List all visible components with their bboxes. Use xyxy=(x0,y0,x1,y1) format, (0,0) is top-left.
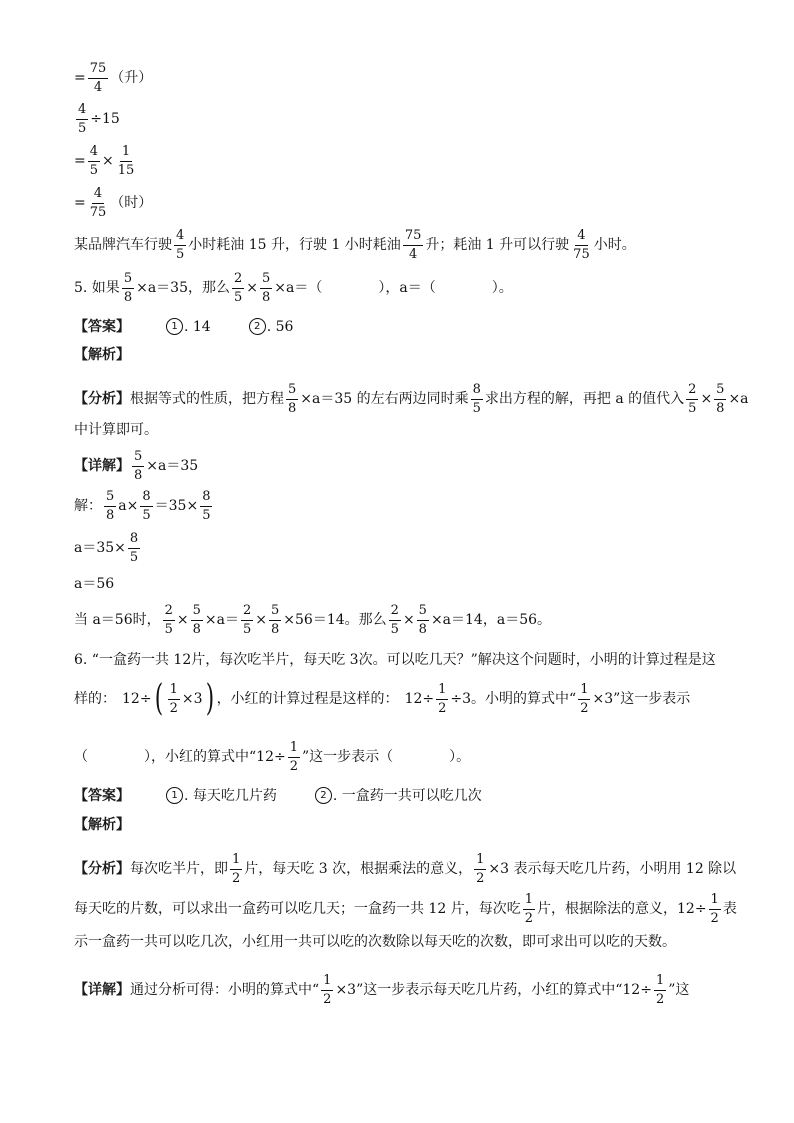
q6-detail xyxy=(74,974,689,1006)
fraction: $\frac{1}{2}$ xyxy=(169,682,178,716)
text: ×a＝35 xyxy=(146,458,199,475)
text: ，小红的计算过程是这样的： xyxy=(216,691,399,708)
fraction: $\frac{8}{5}$ xyxy=(129,531,139,565)
detail-tag: 【详解】 xyxy=(74,458,130,475)
expression-text: 12÷ xyxy=(122,691,152,708)
parenthesized-expression xyxy=(152,678,217,719)
circled-number: 1 xyxy=(166,318,183,335)
fraction: $\frac{4}{5}$ xyxy=(89,144,99,178)
right-paren: ) xyxy=(205,678,214,719)
question-6-line1 xyxy=(74,653,716,667)
fraction: $\frac{1}{15}$ xyxy=(117,144,135,178)
fraction: $\frac{4}{75}$ xyxy=(89,186,107,220)
text: 5. 如果 xyxy=(74,280,120,297)
equals-sign: = xyxy=(74,153,86,170)
answer-text: . 每天吃几片药 xyxy=(184,787,277,804)
text: ×a＝（ ），a＝（ ）。 xyxy=(274,280,513,297)
analysis-tag: 【分析】 xyxy=(74,391,130,408)
fraction: $\frac{1}{2}$ xyxy=(710,892,719,926)
fraction: $\frac{5}{8}$ xyxy=(134,449,143,483)
text: 求出方程的解，再把 a 的值代入 xyxy=(484,391,685,408)
text: ×a＝ xyxy=(204,612,239,629)
operator: × xyxy=(255,612,268,629)
text: ×a＝35 的左右两边同时乘 xyxy=(300,391,469,408)
equals-sign: = xyxy=(74,70,86,87)
text: ×3 表示每天吃几片药，小明用 12 除以 xyxy=(488,861,737,878)
fraction: 1 2 xyxy=(524,892,533,926)
fraction: 5 8 xyxy=(106,489,115,523)
q5-analysis-label xyxy=(74,348,130,362)
text: 片，每天吃 3 次，根据乘法的意义， xyxy=(244,861,473,878)
text: 某品牌汽车行驶 xyxy=(74,237,172,254)
text: 样的： xyxy=(74,691,116,708)
operator: × xyxy=(246,280,259,297)
analysis-label: 【解析】 xyxy=(74,817,130,833)
fraction: $\frac{8}{5}$ xyxy=(202,489,211,523)
expression-text: ÷3 xyxy=(450,691,472,708)
operator: × xyxy=(700,391,713,408)
expression-text: 12÷ xyxy=(404,691,435,708)
text: ×a xyxy=(728,391,749,408)
text: （ ），小红的算式中“ xyxy=(74,749,257,766)
unit-text: （升） xyxy=(110,70,153,87)
fraction: $\frac{2}{5}$ xyxy=(234,271,243,305)
fraction: 75 4 xyxy=(404,228,422,262)
detail-tag: 【详解】 xyxy=(74,982,130,999)
text: 6. “一盒药一共 12片，每次吃半片，每天吃 3次。可以吃几天？”解决这个问题时，小明的计算过程是这 xyxy=(74,652,716,668)
q5-verify xyxy=(74,604,551,636)
text: 通过分析可得：小明的算式中“ xyxy=(130,982,320,999)
expression-text: ÷15 xyxy=(90,111,120,128)
fraction: $\frac{1}{2}$ xyxy=(323,973,332,1007)
fraction: 4 75 xyxy=(573,228,590,262)
text: 小时耗油 15 升，行驶 1 小时耗油 xyxy=(188,237,401,254)
expression-text: ×3 xyxy=(181,691,203,708)
q6-analysis-line2 xyxy=(74,893,737,925)
answer-text: . 56 xyxy=(266,318,294,335)
answer-text: . 14 xyxy=(184,318,211,335)
text: a＝56 xyxy=(74,576,115,592)
text: 示一盒药一共可以吃几次，小红用一共可以吃的次数除以每天吃的次数，即可求出可以吃的天数。 xyxy=(74,934,676,950)
answer-text: . 一盒药一共可以吃几次 xyxy=(332,787,482,804)
calc-row-4 xyxy=(74,187,152,219)
text: ”这 xyxy=(668,982,690,999)
fraction: $\frac{1}{2}$ xyxy=(289,740,298,774)
fraction: $\frac{8}{5}$ xyxy=(142,489,151,523)
analysis-label: 【解析】 xyxy=(74,347,130,363)
fraction: $\frac{2}{5}$ xyxy=(164,603,173,637)
fraction: 4 5 xyxy=(176,228,185,262)
calc-row-2 xyxy=(74,103,120,135)
text: 当 a＝56时， xyxy=(74,612,161,629)
analysis-tag: 【分析】 xyxy=(74,861,130,878)
calc-row-3 xyxy=(74,145,138,177)
equals-sign: = xyxy=(74,195,86,212)
calc-summary xyxy=(74,229,636,261)
q6-analysis-label xyxy=(74,818,130,832)
fraction: $\frac{1}{2}$ xyxy=(655,973,665,1007)
q5-step2 xyxy=(74,532,142,564)
fraction: $\frac{2}{5}$ xyxy=(688,382,697,416)
q5-detail xyxy=(74,450,198,482)
fraction: $\frac{1}{2}$ xyxy=(580,682,589,716)
fraction: $\frac{4}{5}$ xyxy=(78,102,87,136)
fraction: $\frac{2}{5}$ xyxy=(390,603,399,637)
fraction: $\frac{5}{8}$ xyxy=(418,603,427,637)
question-6-line3 xyxy=(74,741,470,773)
fraction: $\frac{5}{8}$ xyxy=(262,271,271,305)
fraction: $\frac{5}{8}$ xyxy=(716,382,725,416)
expression-text: ×3 xyxy=(592,691,614,708)
q6-analysis-line3 xyxy=(74,935,676,949)
fraction: 1 2 xyxy=(232,852,241,886)
text: a＝35× xyxy=(74,540,126,557)
fraction: $\frac{5}{8}$ xyxy=(288,382,297,416)
text: ”这一步表示（ ）。 xyxy=(302,749,471,766)
q6-analysis-line1 xyxy=(74,853,736,885)
text: ×3”这一步表示每天吃几片药，小红的算式中“12÷ xyxy=(335,982,652,999)
operator: × xyxy=(402,612,415,629)
text: 每次吃半片，即 xyxy=(130,861,228,878)
text: 升；耗油 1 升可以行驶 xyxy=(425,237,570,254)
operator: × xyxy=(176,612,189,629)
text: 根据等式的性质，把方程 xyxy=(130,391,284,408)
q5-solution xyxy=(74,490,214,522)
q5-answer xyxy=(74,318,293,335)
question-6-line2 xyxy=(74,678,691,719)
fraction: $\frac{5}{8}$ xyxy=(192,603,201,637)
text: ×a＝14，a＝56。 xyxy=(430,612,552,629)
q5-step3 xyxy=(74,577,114,591)
text: 片，根据除法的意义，12÷ xyxy=(537,901,707,918)
answer-label: 【答案】 xyxy=(74,787,130,804)
operator: × xyxy=(102,153,114,170)
text: ”这一步表示 xyxy=(613,691,691,708)
calc-row-1 xyxy=(74,62,152,94)
fraction: $\frac{1}{2}$ xyxy=(438,682,447,716)
text: 中计算即可。 xyxy=(74,422,158,438)
expression-text: 12÷ xyxy=(256,749,286,766)
fraction: $\frac{5}{8}$ xyxy=(123,271,133,305)
text: a× xyxy=(118,498,139,515)
q5-analysis-line2 xyxy=(74,423,158,437)
q5-analysis xyxy=(74,383,749,415)
fraction: $\frac{2}{5}$ xyxy=(243,603,252,637)
text: 解： xyxy=(74,498,102,515)
text: 每天吃的片数，可以求出一盒药可以吃几天；一盒药一共 12 片，每次吃 xyxy=(74,901,521,918)
circled-number: 2 xyxy=(315,787,332,804)
fraction: $\frac{1}{2}$ xyxy=(476,852,485,886)
question-5 xyxy=(74,272,513,304)
q6-answer xyxy=(74,787,482,804)
text: 。小明的算式中“ xyxy=(471,691,577,708)
unit-text: （时） xyxy=(110,195,153,212)
left-paren: ( xyxy=(154,678,163,719)
circled-number: 1 xyxy=(166,787,183,804)
circled-number: 2 xyxy=(249,318,266,335)
text: 小时。 xyxy=(593,237,636,254)
answer-label: 【答案】 xyxy=(74,318,130,335)
text: ×a＝35，那么 xyxy=(136,280,230,297)
text: ×56＝14。那么 xyxy=(283,612,387,629)
text: 表 xyxy=(722,901,737,918)
fraction: $\frac{75}{4}$ xyxy=(89,61,107,95)
text: ＝35× xyxy=(154,498,199,515)
fraction: 8 5 xyxy=(472,382,481,416)
fraction: $\frac{5}{8}$ xyxy=(271,603,280,637)
